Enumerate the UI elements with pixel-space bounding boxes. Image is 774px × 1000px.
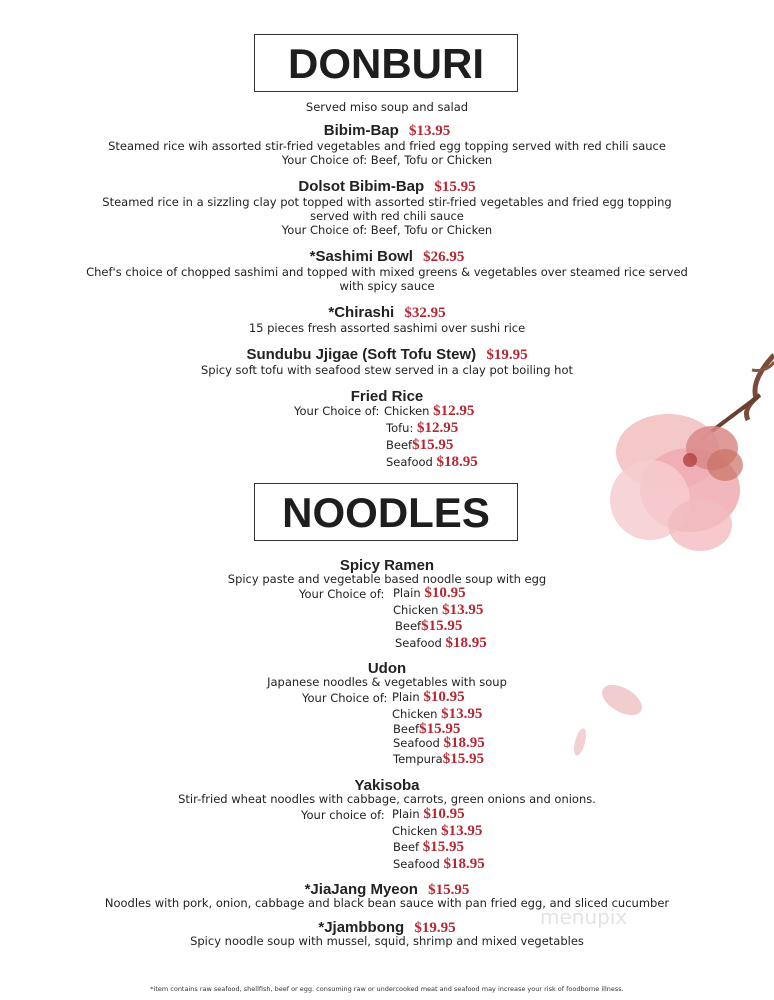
item-description: Your Choice of: Beef, Tofu or Chicken	[281, 223, 493, 237]
option-label: Chicken	[392, 824, 438, 838]
option-price: $18.95	[443, 735, 485, 751]
item-description: Steamed rice in a sizzling clay pot topped with assorted stir-fried vegetables and fried egg topping	[102, 195, 672, 209]
option-label: Beef	[393, 722, 420, 736]
item-price: $19.95	[486, 347, 528, 363]
option-row	[393, 585, 466, 602]
blossom-flower	[610, 414, 743, 551]
option-row	[392, 689, 465, 706]
item-name: Dolsot Bibim-Bap	[298, 178, 425, 195]
option-label: Beef	[395, 619, 422, 633]
option-row	[393, 735, 485, 752]
choice-label: Your Choice of:	[302, 691, 388, 705]
option-row	[393, 751, 484, 768]
option-price: $18.95	[443, 856, 485, 872]
option-price: $15.95	[442, 751, 484, 767]
donburi-title: DONBURI	[254, 34, 518, 92]
item-description: Steamed rice wih assorted stir-fried vegetables and fried egg topping served with red chili sauce	[108, 139, 666, 153]
option-row	[386, 437, 453, 454]
option-price: $10.95	[424, 585, 466, 601]
menu-item-chirashi	[0, 302, 774, 322]
item-description: Spicy noodle soup with mussel, squid, shrimp and mixed vegetables	[190, 934, 584, 948]
item-description: Your Choice of: Beef, Tofu or Chicken	[281, 153, 493, 167]
option-label: Chicken	[384, 404, 430, 418]
option-label: Chicken	[393, 603, 439, 617]
option-price: $18.95	[445, 635, 487, 651]
item-price: $13.95	[408, 123, 451, 139]
option-price: $12.95	[433, 403, 475, 419]
option-row	[384, 403, 474, 420]
menu-item-sundubu	[0, 344, 774, 364]
option-label: Seafood	[386, 455, 433, 469]
option-price: $13.95	[441, 706, 483, 722]
item-name: Bibim-Bap	[323, 122, 399, 139]
item-name: Fried Rice	[350, 388, 424, 405]
item-name: Udon	[367, 660, 407, 677]
option-price: $13.95	[442, 602, 484, 618]
option-row	[395, 635, 487, 652]
item-price: $32.95	[404, 305, 446, 321]
option-price: $13.95	[441, 823, 483, 839]
item-description: served with red chili sauce	[310, 209, 464, 223]
option-label: Seafood	[393, 857, 440, 871]
option-price: $18.95	[436, 454, 478, 470]
item-name: Sundubu Jjigae (Soft Tofu Stew)	[246, 346, 477, 363]
item-name: Spicy Ramen	[339, 557, 435, 574]
option-row	[392, 823, 482, 840]
item-description: Spicy paste and vegetable based noodle soup with egg	[227, 572, 547, 586]
option-row	[393, 856, 485, 873]
option-price: $10.95	[423, 689, 465, 705]
item-description: Stir-fried wheat noodles with cabbage, carrots, green onions and onions.	[178, 792, 596, 806]
option-label: Tempura	[393, 752, 443, 766]
option-row	[386, 454, 478, 471]
item-name: *Sashimi Bowl	[309, 248, 413, 265]
option-label: Beef	[393, 840, 420, 854]
item-description: 15 pieces fresh assorted sashimi over sushi rice	[248, 321, 526, 335]
option-label: Beef	[386, 438, 413, 452]
option-price: $10.95	[423, 806, 465, 822]
donburi-subtitle: Served miso soup and salad	[305, 100, 469, 114]
watermark: menupix	[540, 905, 628, 929]
item-description: Chef's choice of chopped sashimi and topped with mixed greens & vegetables over steamed rice served	[86, 265, 688, 279]
option-label: Chicken	[392, 707, 438, 721]
item-name: *Chirashi	[328, 304, 395, 321]
item-name: *JiaJang Myeon	[304, 881, 418, 898]
item-price: $26.95	[423, 249, 465, 265]
option-row	[395, 618, 462, 635]
item-name: *Jjambbong	[318, 919, 405, 936]
option-row	[386, 420, 458, 437]
menu-item-sashimi-bowl	[0, 246, 774, 266]
item-name: Yakisoba	[354, 777, 420, 794]
option-row	[392, 806, 465, 823]
item-price: $15.95	[428, 882, 470, 898]
option-label: Plain	[392, 807, 420, 821]
option-label: Plain	[392, 690, 420, 704]
option-price: $12.95	[416, 420, 459, 436]
option-price: $15.95	[421, 618, 463, 634]
choice-label: Your Choice of:	[299, 587, 385, 601]
noodles-title: NOODLES	[254, 483, 518, 541]
option-label: Seafood	[393, 736, 440, 750]
option-label: Seafood	[395, 636, 442, 650]
item-description: Noodles with pork, onion, cabbage and black bean sauce with pan fried egg, and sliced cucumber	[104, 896, 670, 910]
choice-label: Your choice of:	[301, 808, 385, 822]
menu-item-bibimbap	[0, 120, 774, 140]
item-price: $19.95	[414, 920, 456, 936]
option-price: $15.95	[422, 839, 464, 855]
footer-disclaimer: *item contains raw seafood, shellfish, beef or egg. consuming raw or undercooked meat and seafood may increase your risk of foodborne illness.	[150, 985, 624, 993]
option-row	[393, 602, 483, 619]
item-description: Japanese noodles & vegetables with soup	[267, 675, 507, 689]
choice-label: Your Choice of:	[294, 404, 380, 418]
item-description: Spicy soft tofu with seafood stew served in a clay pot boiling hot	[200, 363, 574, 377]
falling-petals	[572, 679, 648, 757]
option-row	[393, 839, 464, 856]
option-price: $15.95	[419, 721, 461, 737]
menu-item-dolsot-bibimbap	[0, 176, 774, 196]
item-price: $15.95	[434, 179, 476, 195]
option-label: Tofu:	[386, 421, 414, 435]
option-label: Plain	[393, 586, 421, 600]
item-description: with spicy sauce	[339, 279, 435, 293]
option-price: $15.95	[412, 437, 454, 453]
